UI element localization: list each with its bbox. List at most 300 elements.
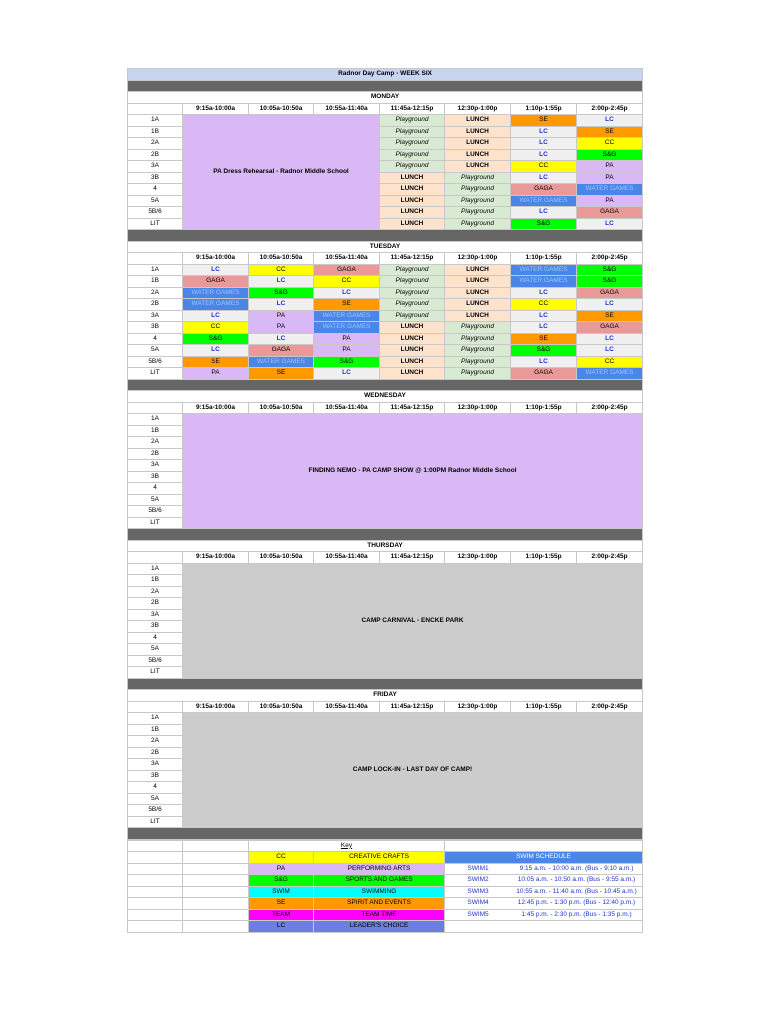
blank-cell: [183, 921, 249, 933]
key-code: TEAM: [249, 909, 314, 921]
group-label: 3A: [128, 759, 183, 771]
activity-cell: Playground: [445, 218, 511, 230]
group-label: 4: [128, 184, 183, 196]
blank-cell: [128, 852, 183, 864]
swim-time: 10:05 a.m. - 10:50 a.m. (Bus - 9:55 a.m.): [517, 876, 636, 884]
friday-block: CAMP LOCK-IN - LAST DAY OF CAMP!: [183, 713, 643, 828]
blank-cell: [183, 875, 249, 887]
activity-cell: WATER GAMES: [577, 184, 643, 196]
group-label: 2A: [128, 138, 183, 150]
corner-cell: [128, 253, 183, 265]
activity-cell: LUNCH: [380, 184, 445, 196]
section-separator: [128, 379, 643, 391]
title-row: [128, 69, 643, 81]
table-row: [128, 563, 643, 575]
activity-cell: LC: [577, 115, 643, 127]
time-header: 2:00p-2:45p: [577, 402, 643, 414]
group-label: 5A: [128, 345, 183, 357]
group-label: 2A: [128, 736, 183, 748]
activity-cell: Playground: [445, 184, 511, 196]
activity-cell: LUNCH: [445, 149, 511, 161]
key-row: [128, 863, 643, 875]
activity-cell: Playground: [380, 299, 445, 311]
activity-cell: LUNCH: [380, 345, 445, 357]
table-row: [128, 322, 643, 334]
activity-cell: S&G: [577, 276, 643, 288]
table-row: [128, 287, 643, 299]
key-label: LEADER'S CHOICE: [314, 921, 445, 933]
activity-cell: GAGA: [314, 264, 380, 276]
activity-cell: SE: [249, 368, 314, 380]
group-label: 4: [128, 632, 183, 644]
key-code: SWIM: [249, 886, 314, 898]
swim-row: [445, 886, 643, 898]
activity-cell: WATER GAMES: [249, 356, 314, 368]
group-label: 3B: [128, 770, 183, 782]
group-label: 1B: [128, 425, 183, 437]
activity-cell: Playground: [445, 322, 511, 334]
day-title: TUESDAY: [128, 241, 643, 253]
group-label: 1A: [128, 115, 183, 127]
group-label: 3A: [128, 460, 183, 472]
time-header: 10:05a-10:50a: [249, 103, 314, 115]
time-header: 11:45a-12:15p: [380, 253, 445, 265]
time-header: 9:15a-10:00a: [183, 103, 249, 115]
time-header: 1:10p-1:55p: [511, 253, 577, 265]
time-header: 1:10p-1:55p: [511, 402, 577, 414]
table-row: [128, 368, 643, 380]
blank-cell: [128, 921, 183, 933]
activity-cell: LC: [511, 207, 577, 219]
time-header: 1:10p-1:55p: [511, 103, 577, 115]
swim-name: SWIM4: [467, 899, 489, 907]
activity-cell: Playground: [445, 356, 511, 368]
group-label: 2B: [128, 448, 183, 460]
group-label: 1B: [128, 724, 183, 736]
activity-cell: LUNCH: [445, 126, 511, 138]
group-label: 4: [128, 333, 183, 345]
separator-bar: [128, 80, 643, 92]
schedule-sheet: [127, 68, 642, 933]
activity-cell: LUNCH: [445, 310, 511, 322]
key-row: [128, 886, 643, 898]
activity-cell: LC: [511, 126, 577, 138]
group-label: 1A: [128, 713, 183, 725]
time-header: 2:00p-2:45p: [577, 253, 643, 265]
activity-cell: PA: [577, 195, 643, 207]
separator-bar: [128, 230, 643, 242]
activity-cell: LUNCH: [380, 207, 445, 219]
key-code: PA: [249, 863, 314, 875]
swim-row: [445, 863, 643, 875]
activity-cell: LUNCH: [380, 218, 445, 230]
table-row: [128, 299, 643, 311]
day-title: WEDNESDAY: [128, 391, 643, 403]
activity-cell: LC: [183, 310, 249, 322]
time-header: 12:30p-1:00p: [445, 253, 511, 265]
blank-cell: [183, 886, 249, 898]
group-label: 3B: [128, 322, 183, 334]
separator-bar: [128, 828, 643, 840]
activity-cell: PA: [577, 161, 643, 173]
group-label: 5B/6: [128, 655, 183, 667]
activity-cell: S&G: [249, 287, 314, 299]
activity-cell: GAGA: [511, 184, 577, 196]
separator-bar: [128, 379, 643, 391]
key-label: SWIMMING: [314, 886, 445, 898]
swim-row: [445, 898, 643, 910]
activity-cell: LC: [314, 287, 380, 299]
time-header-row: [128, 552, 643, 564]
activity-cell: GAGA: [577, 322, 643, 334]
group-label: LIT: [128, 517, 183, 529]
activity-cell: WATER GAMES: [183, 299, 249, 311]
activity-cell: CC: [183, 322, 249, 334]
time-header: 12:30p-1:00p: [445, 103, 511, 115]
key-code: S&G: [249, 875, 314, 887]
activity-cell: LC: [249, 333, 314, 345]
group-label: 3B: [128, 471, 183, 483]
activity-cell: LUNCH: [445, 287, 511, 299]
activity-cell: LC: [511, 287, 577, 299]
activity-cell: S&G: [577, 149, 643, 161]
activity-cell: LC: [511, 138, 577, 150]
group-label: 1A: [128, 264, 183, 276]
activity-cell: S&G: [511, 218, 577, 230]
key-label: TEAM TIME: [314, 909, 445, 921]
day-header-row: [128, 391, 643, 403]
day-title: MONDAY: [128, 92, 643, 104]
section-separator: [128, 529, 643, 541]
activity-cell: LUNCH: [380, 172, 445, 184]
swim-title: SWIM SCHEDULE: [445, 852, 643, 864]
time-header: 12:30p-1:00p: [445, 402, 511, 414]
group-label: 2B: [128, 598, 183, 610]
key-label: CREATIVE CRAFTS: [314, 852, 445, 864]
group-label: 5B/6: [128, 207, 183, 219]
activity-cell: WATER GAMES: [314, 310, 380, 322]
time-header: 10:05a-10:50a: [249, 701, 314, 713]
key-title-row: [128, 840, 643, 852]
time-header: 10:05a-10:50a: [249, 402, 314, 414]
blank-cell: [183, 863, 249, 875]
group-label: 5A: [128, 195, 183, 207]
activity-cell: S&G: [314, 356, 380, 368]
sheet-title: Radnor Day Camp - WEEK SIX: [128, 69, 643, 81]
activity-cell: LUNCH: [445, 264, 511, 276]
time-header: 11:45a-12:15p: [380, 701, 445, 713]
activity-cell: Playground: [380, 264, 445, 276]
day-title: FRIDAY: [128, 690, 643, 702]
swim-name: SWIM3: [467, 887, 489, 895]
group-label: 5A: [128, 793, 183, 805]
group-label: 3B: [128, 621, 183, 633]
key-row: [128, 909, 643, 921]
activity-cell: Playground: [445, 368, 511, 380]
activity-cell: WATER GAMES: [511, 276, 577, 288]
group-label: 2B: [128, 747, 183, 759]
group-label: 5A: [128, 494, 183, 506]
blank-cell: [445, 921, 643, 933]
table-row: [128, 115, 643, 127]
time-header: 2:00p-2:45p: [577, 552, 643, 564]
group-label: 2B: [128, 299, 183, 311]
key-row: [128, 875, 643, 887]
time-header: 11:45a-12:15p: [380, 103, 445, 115]
activity-cell: Playground: [445, 172, 511, 184]
activity-cell: LUNCH: [445, 161, 511, 173]
group-label: 1B: [128, 126, 183, 138]
time-header: 12:30p-1:00p: [445, 701, 511, 713]
group-label: 2A: [128, 287, 183, 299]
time-header: 9:15a-10:00a: [183, 552, 249, 564]
activity-cell: LUNCH: [380, 356, 445, 368]
time-header: 9:15a-10:00a: [183, 701, 249, 713]
group-label: 5A: [128, 644, 183, 656]
activity-cell: Playground: [445, 195, 511, 207]
corner-cell: [128, 552, 183, 564]
blank-cell: [128, 886, 183, 898]
activity-cell: CC: [511, 161, 577, 173]
activity-cell: Playground: [380, 138, 445, 150]
swim-time: 12:45 p.m. - 1:30 p.m. (Bus - 12:40 p.m.): [517, 899, 636, 907]
activity-cell: CC: [511, 299, 577, 311]
activity-cell: LC: [511, 310, 577, 322]
key-code: SE: [249, 898, 314, 910]
activity-cell: GAGA: [511, 368, 577, 380]
time-header: 10:05a-10:50a: [249, 253, 314, 265]
table-row: [128, 276, 643, 288]
activity-cell: Playground: [380, 287, 445, 299]
group-label: LIT: [128, 368, 183, 380]
blank-cell: [128, 909, 183, 921]
day-header-row: [128, 241, 643, 253]
swim-time: 1:45 p.m. - 2:30 p.m. (Bus - 1:35 p.m.): [521, 910, 632, 918]
time-header: 1:10p-1:55p: [511, 552, 577, 564]
activity-cell: LC: [577, 218, 643, 230]
activity-cell: SE: [511, 115, 577, 127]
group-label: LIT: [128, 667, 183, 679]
time-header: 10:55a-11:40a: [314, 103, 380, 115]
schedule-table: [127, 68, 643, 840]
corner-cell: [128, 103, 183, 115]
activity-cell: S&G: [577, 264, 643, 276]
activity-cell: LC: [511, 322, 577, 334]
activity-cell: WATER GAMES: [511, 264, 577, 276]
time-header-row: [128, 701, 643, 713]
table-row: [128, 333, 643, 345]
activity-cell: PA: [183, 368, 249, 380]
time-header: 1:10p-1:55p: [511, 701, 577, 713]
separator-bar: [128, 529, 643, 541]
activity-cell: LUNCH: [445, 276, 511, 288]
activity-cell: LC: [511, 172, 577, 184]
day-header-row: [128, 540, 643, 552]
activity-cell: Playground: [380, 126, 445, 138]
activity-cell: LC: [577, 333, 643, 345]
activity-cell: GAGA: [577, 207, 643, 219]
activity-cell: SE: [183, 356, 249, 368]
activity-cell: LC: [249, 276, 314, 288]
corner-cell: [128, 701, 183, 713]
activity-cell: LUNCH: [380, 368, 445, 380]
key-label: SPORTS AND GAMES: [314, 875, 445, 887]
group-label: 5B/6: [128, 356, 183, 368]
blank-cell: [183, 898, 249, 910]
section-separator: [128, 230, 643, 242]
day-header-row: [128, 92, 643, 104]
blank-cell: [183, 909, 249, 921]
activity-cell: GAGA: [249, 345, 314, 357]
key-code: CC: [249, 852, 314, 864]
swim-row: [445, 875, 643, 887]
key-label: SPIRIT AND EVENTS: [314, 898, 445, 910]
swim-name: SWIM1: [467, 864, 489, 872]
activity-cell: PA: [577, 172, 643, 184]
activity-cell: WATER GAMES: [511, 195, 577, 207]
activity-cell: PA: [314, 333, 380, 345]
activity-cell: Playground: [445, 207, 511, 219]
activity-cell: PA: [249, 310, 314, 322]
table-row: [128, 345, 643, 357]
day-header-row: [128, 690, 643, 702]
group-label: 3B: [128, 172, 183, 184]
group-label: 2A: [128, 586, 183, 598]
activity-cell: LC: [577, 299, 643, 311]
group-label: 1B: [128, 575, 183, 587]
group-label: 4: [128, 782, 183, 794]
corner-cell: [128, 402, 183, 414]
time-header: 9:15a-10:00a: [183, 253, 249, 265]
activity-cell: CC: [249, 264, 314, 276]
group-label: 2A: [128, 437, 183, 449]
key-title: Key: [249, 840, 445, 852]
activity-cell: LC: [249, 299, 314, 311]
blank-cell: [183, 852, 249, 864]
time-header: 9:15a-10:00a: [183, 402, 249, 414]
time-header: 10:55a-11:40a: [314, 701, 380, 713]
group-label: 1A: [128, 563, 183, 575]
group-label: 5B/6: [128, 805, 183, 817]
activity-cell: LUNCH: [380, 333, 445, 345]
activity-cell: LUNCH: [380, 322, 445, 334]
section-separator: [128, 678, 643, 690]
group-label: 1A: [128, 414, 183, 426]
blank-cell: [183, 840, 249, 852]
time-header-row: [128, 103, 643, 115]
activity-cell: CC: [577, 356, 643, 368]
activity-cell: Playground: [380, 276, 445, 288]
swim-name: SWIM5: [467, 910, 489, 918]
activity-cell: LUNCH: [380, 195, 445, 207]
blank-cell: [128, 898, 183, 910]
table-row: [128, 414, 643, 426]
activity-cell: LUNCH: [445, 115, 511, 127]
activity-cell: SE: [577, 126, 643, 138]
key-row: [128, 921, 643, 933]
blank-cell: [128, 840, 183, 852]
time-header-row: [128, 253, 643, 265]
key-table: [127, 840, 643, 933]
activity-cell: WATER GAMES: [314, 322, 380, 334]
key-row: [128, 898, 643, 910]
swim-name: SWIM2: [467, 876, 489, 884]
group-label: 5B/6: [128, 506, 183, 518]
group-label: 2B: [128, 149, 183, 161]
activity-cell: GAGA: [183, 276, 249, 288]
time-header: 10:55a-11:40a: [314, 552, 380, 564]
activity-cell: LC: [183, 345, 249, 357]
time-header: 10:55a-11:40a: [314, 253, 380, 265]
activity-cell: CC: [577, 138, 643, 150]
activity-cell: Playground: [380, 149, 445, 161]
swim-time: 10:55 a.m. - 11:40 a.m. (Bus - 10:45 a.m.): [516, 887, 637, 895]
activity-cell: PA: [249, 322, 314, 334]
group-label: 3A: [128, 310, 183, 322]
time-header: 10:05a-10:50a: [249, 552, 314, 564]
table-row: [128, 356, 643, 368]
activity-cell: SE: [577, 310, 643, 322]
activity-cell: LC: [577, 345, 643, 357]
thursday-block: CAMP CARNIVAL - ENCKE PARK: [183, 563, 643, 678]
activity-cell: S&G: [183, 333, 249, 345]
time-header: 2:00p-2:45p: [577, 103, 643, 115]
swim-time: 9:15 a.m. - 10:00 a.m. (Bus - 9:10 a.m.): [519, 864, 634, 872]
activity-cell: GAGA: [577, 287, 643, 299]
table-row: [128, 310, 643, 322]
group-label: 4: [128, 483, 183, 495]
group-label: 1B: [128, 276, 183, 288]
key-code: LC: [249, 921, 314, 933]
blank-cell: [128, 875, 183, 887]
time-header: 12:30p-1:00p: [445, 552, 511, 564]
key-row: [128, 852, 643, 864]
activity-cell: Playground: [380, 161, 445, 173]
day-title: THURSDAY: [128, 540, 643, 552]
blank-cell: [128, 863, 183, 875]
key-label: PERFORMING ARTS: [314, 863, 445, 875]
time-header-row: [128, 402, 643, 414]
table-row: [128, 713, 643, 725]
blank-cell: [445, 840, 643, 852]
section-separator: [128, 80, 643, 92]
activity-cell: LUNCH: [445, 138, 511, 150]
group-label: 3A: [128, 609, 183, 621]
table-row: [128, 264, 643, 276]
activity-cell: PA: [314, 345, 380, 357]
time-header: 10:55a-11:40a: [314, 402, 380, 414]
group-label: LIT: [128, 218, 183, 230]
activity-cell: Playground: [445, 345, 511, 357]
activity-cell: LC: [511, 356, 577, 368]
activity-cell: Playground: [445, 333, 511, 345]
group-label: 3A: [128, 161, 183, 173]
group-label: LIT: [128, 816, 183, 828]
activity-cell: S&G: [511, 345, 577, 357]
activity-cell: LC: [183, 264, 249, 276]
activity-cell: WATER GAMES: [183, 287, 249, 299]
activity-cell: SE: [511, 333, 577, 345]
activity-cell: WATER GAMES: [577, 368, 643, 380]
monday-block: PA Dress Rehearsal - Radnor Middle School: [183, 115, 380, 230]
section-separator: [128, 828, 643, 840]
time-header: 11:45a-12:15p: [380, 402, 445, 414]
separator-bar: [128, 678, 643, 690]
activity-cell: CC: [314, 276, 380, 288]
activity-cell: Playground: [380, 115, 445, 127]
wednesday-block: FINDING NEMO - PA CAMP SHOW @ 1:00PM Radnor Middle School: [183, 414, 643, 529]
time-header: 2:00p-2:45p: [577, 701, 643, 713]
